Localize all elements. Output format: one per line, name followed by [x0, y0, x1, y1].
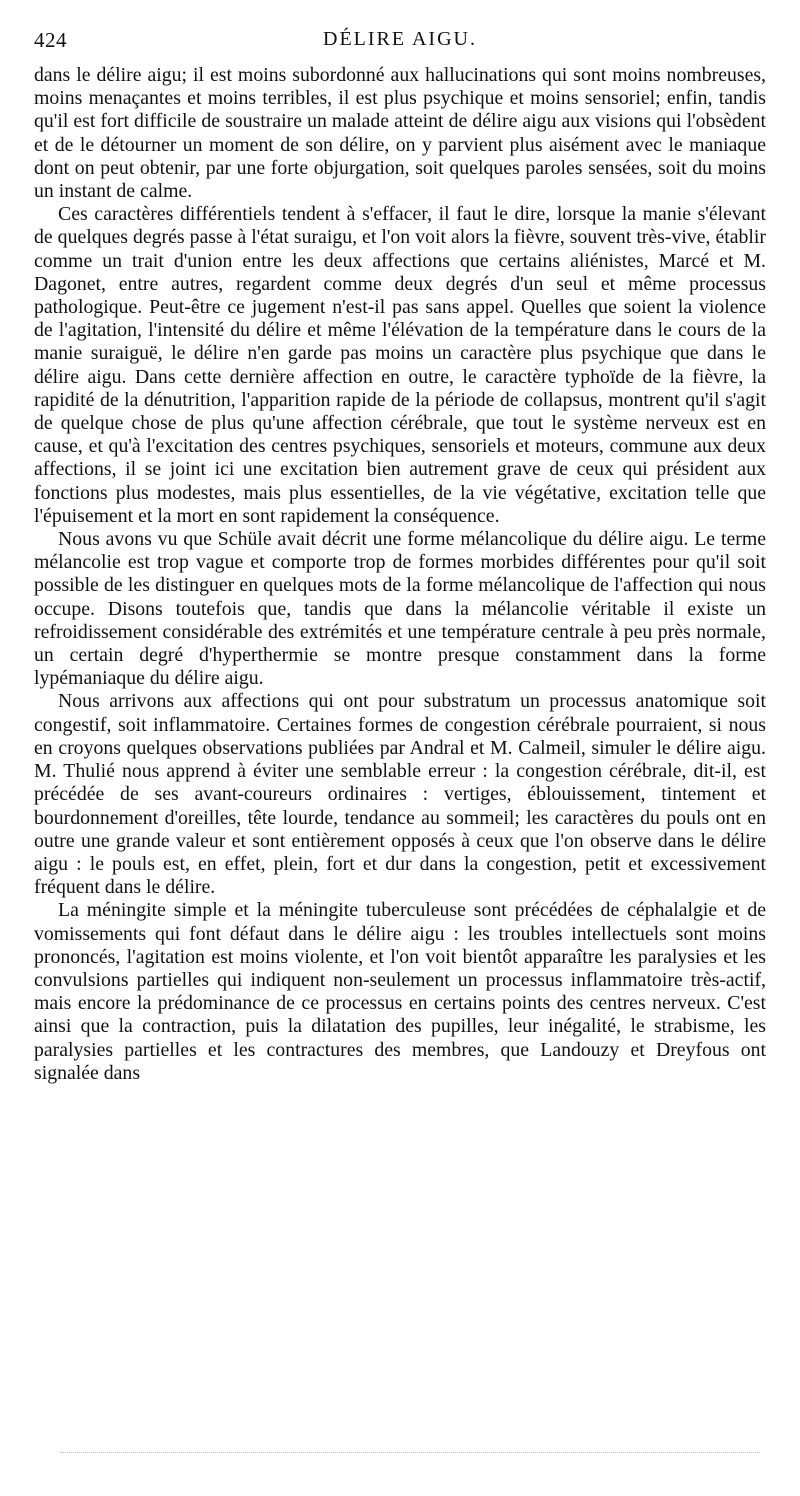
body-text [34, 64, 766, 1085]
page-header [34, 22, 766, 62]
running-title: DÉLIRE AIGU. [323, 28, 477, 50]
page-number: 424 [34, 28, 67, 52]
paragraph: Nous avons vu que Schüle avait décrit une forme mélancolique du délire aigu. Le terme mélancolie est trop vague et comporte trop de formes morbides différentes pour qu'il soit possible de les distinguer en quelques mots de la forme mélancolique de l'affection qui nous occupe. Disons toutefois que, tandis que dans la mélancolie véritable il existe un refroidissement considérable des extrémités et une température centrale à peu près normale, un certain degré d'hyperthermie se montre presque constamment dans la forme lypémaniaque du délire aigu. [34, 528, 766, 690]
paragraph: Nous arrivons aux affections qui ont pour substratum un processus anatomique soit congestif, soit inflammatoire. Certaines formes de congestion cérébrale pourraient, si nous en croyons quelques observations publiées par Andral et M. Calmeil, simuler le délire aigu. M. Thulié nous apprend à éviter une semblable erreur : la congestion cérébrale, dit-il, est précédée de ses avant-coureurs ordinaires : vertiges, éblouissement, tintement et bourdonnement d'oreilles, tête lourde, tendance au sommeil; les caractères du pouls ont en outre une grande valeur et sont entièrement opposés à ceux que l'on observe dans le délire aigu : le pouls est, en effet, plein, fort et dur dans la congestion, petit et excessivement fréquent dans le délire. [34, 690, 766, 899]
paragraph: Ces caractères différentiels tendent à s'effacer, il faut le dire, lorsque la manie s'élevant de quelques degrés passe à l'état suraigu, et l'on voit alors la fièvre, souvent très-vive, établir comme un trait d'union entre les deux affections que certains aliénistes, Marcé et M. Dagonet, entre autres, regardent comme deux degrés d'un seul et même processus pathologique. Peut-être ce jugement n'est-il pas sans appel. Quelles que soient la violence de l'agitation, l'intensité du délire et même l'élévation de la température dans le cours de la manie suraiguë, le délire n'en garde pas moins un caractère plus psychique que dans le délire aigu. Dans cette dernière affection en outre, le caractère typhoïde de la fièvre, la rapidité de la dénutrition, l'apparition rapide de la période de collapsus, montrent qu'il s'agit de quelque chose de plus qu'une affection cérébrale, que tout le système nerveux est en cause, et qu'à l'excitation des centres psychiques, sensoriels et moteurs, commune aux deux affections, il se joint ici une excitation bien autrement grave de ceux qui président aux fonctions plus modestes, mais plus essentielles, de la vie végétative, excitation telle que l'épuisement et la mort en sont rapidement la conséquence. [34, 203, 766, 527]
bottom-divider [60, 1452, 760, 1453]
paragraph: La méningite simple et la méningite tuberculeuse sont précédées de céphalalgie et de vomissements qui font défaut dans le délire aigu : les troubles intellectuels sont moins prononcés, l'agitation est moins violente, et l'on voit bientôt apparaître les paralysies et les convulsions partielles qui indiquent non-seulement un processus inflammatoire très-actif, mais encore la prédominance de ce processus en certains points des centres nerveux. C'est ainsi que la contraction, puis la dilatation des pupilles, leur inégalité, le strabisme, les paralysies partielles et les contractures des membres, que Landouzy et Dreyfous ont signalée dans [34, 899, 766, 1084]
paragraph: dans le délire aigu; il est moins subordonné aux hallucinations qui sont moins nombreuses, moins menaçantes et moins terribles, il est plus psychique et moins sensoriel; enfin, tandis qu'il est fort difficile de soustraire un malade atteint de délire aigu aux visions qui l'obsèdent et de le détourner un moment de son délire, on y parvient plus aisément avec le maniaque dont on peut obtenir, par une forte objurgation, soit quelques paroles sensées, soit du moins un instant de calme. [34, 64, 766, 203]
